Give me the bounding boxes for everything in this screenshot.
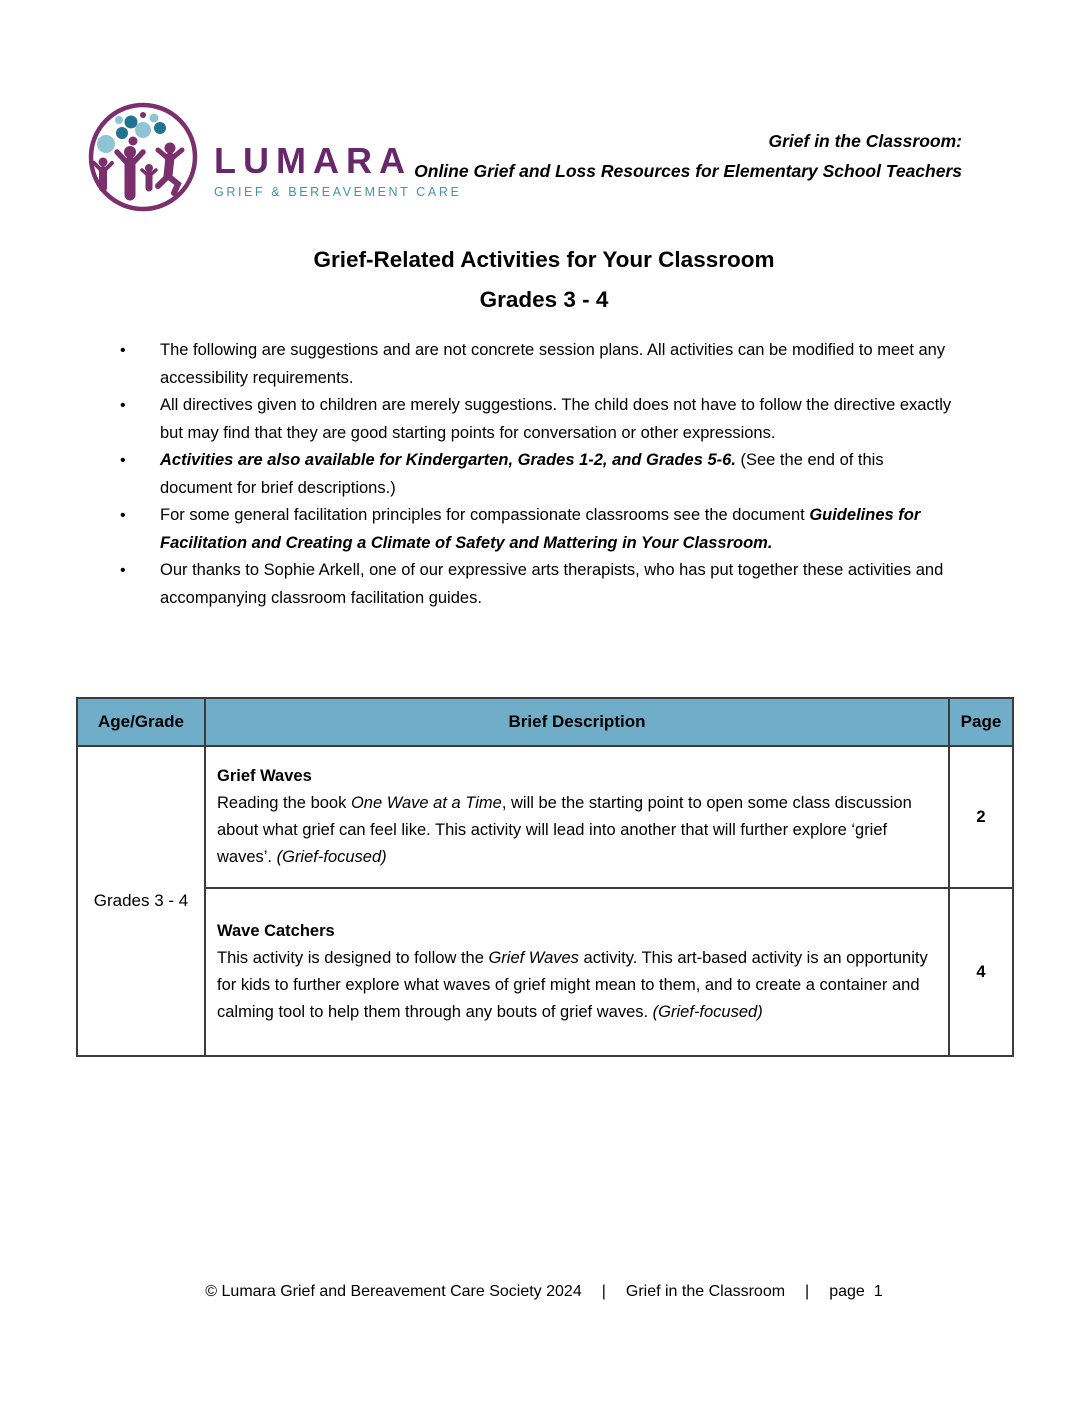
document-header-line2: Online Grief and Loss Resources for Elementary School Teachers	[414, 161, 962, 181]
bullet-text: Activities are also available for Kindergarten, Grades 1-2, and Grades 5-6. (See the end of this document for brief descriptions.)	[160, 451, 884, 497]
activity-title: Grief Waves	[217, 767, 312, 785]
bullet-item	[120, 447, 960, 502]
document-header	[414, 126, 962, 186]
header-page: Page	[949, 698, 1013, 746]
footer-page-label: page	[829, 1283, 865, 1300]
cell-description-grief-waves	[205, 746, 949, 888]
table-row-wave-catchers	[77, 888, 1013, 1056]
page-title-line2: Grades 3 - 4	[479, 287, 609, 312]
cell-description-wave-catchers	[205, 888, 949, 1056]
bullet-marker: •	[120, 452, 126, 469]
activity-description: This activity is designed to follow the Grief Waves activity. This art-based activity is an opportunity for kids to further explore what waves of grief might mean to them, and to create a container and calming tool to help them through any bouts of grief waves. (Grief-focused)	[217, 949, 928, 1021]
bullet-marker: •	[120, 342, 126, 359]
lumara-logo	[86, 100, 461, 214]
page-footer	[0, 1283, 1088, 1301]
footer-doc-title: Grief in the Classroom	[625, 1283, 786, 1300]
document-header-line1: Grief in the Classroom:	[768, 131, 962, 151]
lumara-logo-icon	[86, 100, 200, 214]
activity-title: Wave Catchers	[217, 922, 335, 940]
footer-page-number: 1	[873, 1283, 883, 1300]
footer-separator: |	[601, 1283, 606, 1300]
activities-table	[76, 697, 1014, 1057]
bullet-marker: •	[120, 397, 126, 414]
bullet-item	[120, 337, 960, 392]
footer-separator: |	[805, 1283, 810, 1300]
logo-tagline: GRIEF & BEREAVEMENT CARE	[214, 185, 462, 199]
bullet-item	[120, 392, 960, 447]
notes-bullet-list	[120, 337, 960, 612]
bullet-item	[120, 557, 960, 612]
bullet-marker: •	[120, 507, 126, 524]
page-title	[0, 240, 1088, 320]
table-header-row	[77, 698, 1013, 746]
activity-description: Reading the book One Wave at a Time, will be the starting point to open some class discussion about what grief can feel like. This activity will lead into another that will further explore ‘grief waves’. (Grief-focused)	[217, 794, 912, 866]
header-age-grade: Age/Grade	[77, 698, 205, 746]
table-row-grief-waves	[77, 746, 1013, 888]
bullet-marker: •	[120, 562, 126, 579]
footer-copyright: © Lumara Grief and Bereavement Care Society 2024	[205, 1283, 582, 1300]
bullet-item	[120, 502, 960, 557]
bullet-text: Our thanks to Sophie Arkell, one of our expressive arts therapists, who has put together these activities and accompanying classroom facilitation guides.	[160, 561, 944, 607]
page-title-line1: Grief-Related Activities for Your Classroom	[313, 247, 775, 272]
bullet-text: All directives given to children are merely suggestions. The child does not have to follow the directive exactly but may find that they are good starting points for conversation or other expressions.	[160, 396, 952, 442]
cell-page-number: 4	[949, 888, 1013, 1056]
cell-age-grade: Grades 3 - 4	[77, 746, 205, 1056]
cell-page-number: 2	[949, 746, 1013, 888]
logo-wordmark: LUMARA	[214, 140, 412, 181]
header-brief-description: Brief Description	[205, 698, 949, 746]
bullet-text: For some general facilitation principles for compassionate classrooms see the document Guidelines for Facilitation and Creating a Climate of Safety and Mattering in Your Classroom.	[160, 506, 921, 552]
bullet-text: The following are suggestions and are not concrete session plans. All activities can be modified to meet any accessibility requirements.	[160, 341, 946, 387]
